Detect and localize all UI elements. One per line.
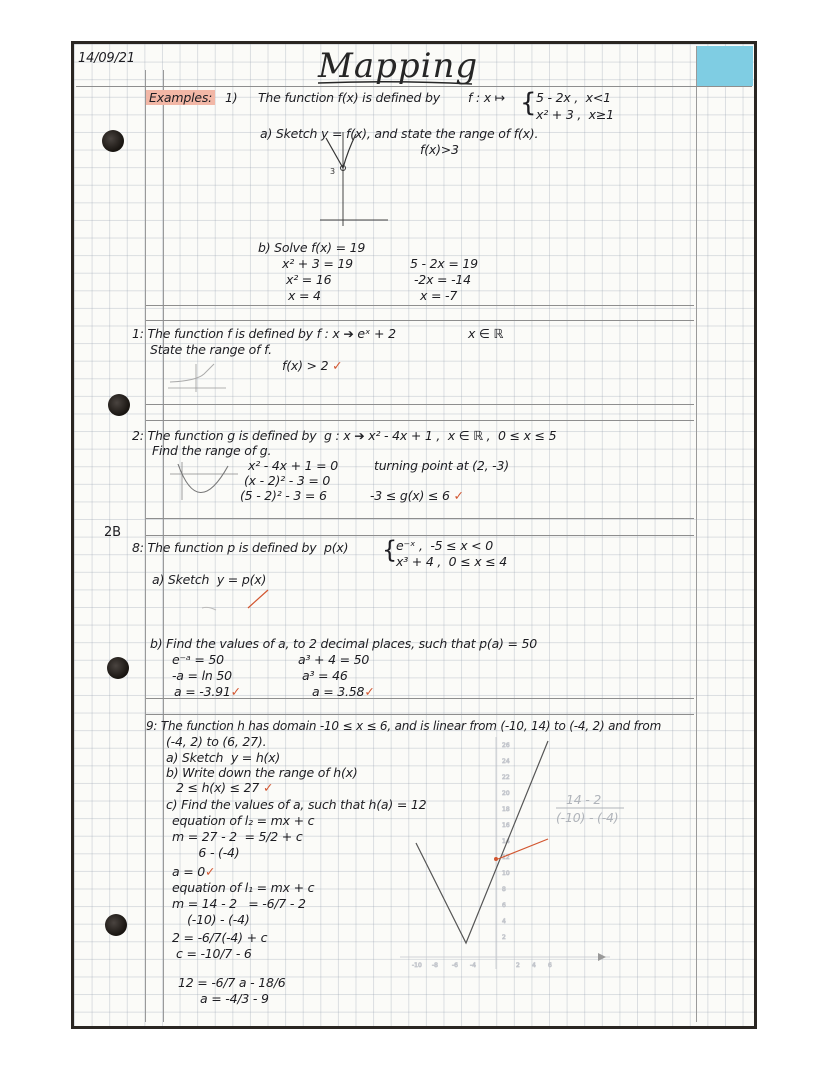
q2-turning-point: turning point at (2, -3) — [374, 458, 509, 473]
brace: { — [382, 536, 398, 564]
tick-mark: ✓ — [205, 864, 216, 879]
svg-text:10: 10 — [502, 870, 510, 877]
section-rule — [146, 320, 694, 321]
q9-part-c: c) Find the values of a, such that h(a) = 12 — [166, 797, 427, 812]
q1-line2: State the range of f. — [150, 342, 272, 357]
svg-text:16: 16 — [502, 822, 510, 829]
q9-line2: (-4, 2) to (6, 27). — [166, 734, 267, 749]
q9-work-3: 6 - (-4) — [172, 845, 240, 860]
section-rule — [146, 714, 694, 715]
date: 14/09/21 — [78, 51, 135, 66]
section-rule — [146, 535, 694, 536]
svg-text:2: 2 — [502, 934, 506, 941]
sketch-q9 — [398, 735, 613, 975]
q2-work-1: x² - 4x + 1 = 0 — [248, 458, 338, 473]
q2-answer: -3 ≤ g(x) ≤ 6 ✓ — [370, 488, 464, 503]
example-work-right-2: -2x = -14 — [414, 272, 471, 287]
svg-text:3: 3 — [330, 167, 336, 176]
q8-work-left-2: -a = ln 50 — [172, 668, 232, 683]
brace: { — [520, 88, 537, 118]
q9-side-calc-2: (-10) - (-4) — [556, 810, 619, 825]
q9-part-b: b) Write down the range of h(x) — [166, 765, 358, 780]
example-defn-piece1: 5 - 2x , x<1 — [536, 90, 611, 105]
q2-work-3: (5 - 2)² - 3 = 6 — [240, 488, 327, 503]
page-title: Mapping — [318, 46, 479, 86]
example-number: 1) — [225, 90, 238, 105]
example-work-left-2: x² = 16 — [286, 272, 332, 287]
svg-text:14: 14 — [502, 838, 510, 845]
svg-text:26: 26 — [502, 742, 510, 749]
punch-hole — [107, 657, 129, 679]
svg-text:18: 18 — [502, 806, 510, 813]
q2-line2: Find the range of g. — [152, 443, 272, 458]
q9-work-11: a = -4/3 - 9 — [200, 991, 269, 1006]
punch-hole — [102, 130, 124, 152]
tick-mark: ✓ — [364, 684, 375, 699]
section-rule — [146, 518, 694, 519]
q8-line1: 8: The function p is defined by p(x) — [132, 540, 349, 555]
svg-text:8: 8 — [502, 886, 506, 893]
q9-work-10: 12 = -6/7 a - 18/6 — [178, 975, 286, 990]
q8-work-right-1: a³ + 4 = 50 — [298, 652, 370, 667]
tick-mark: ✓ — [262, 780, 274, 795]
q9-part-a: a) Sketch y = h(x) — [166, 750, 281, 765]
title-underline — [316, 80, 476, 86]
svg-text:6: 6 — [502, 902, 506, 909]
q8-work-left-1: e⁻ᵃ = 50 — [172, 652, 224, 667]
q8-piece1: e⁻ˣ , -5 ≤ x < 0 — [396, 538, 493, 553]
margin-note: 2B — [104, 525, 121, 540]
q8-work-right-3: a = 3.58✓ — [312, 684, 375, 699]
q9-work-2: m = 27 - 2 = 5/2 + c — [172, 829, 303, 844]
example-defn-piece2: x² + 3 , x≥1 — [536, 107, 614, 122]
section-rule — [146, 420, 694, 421]
svg-text:4: 4 — [532, 962, 536, 969]
example-work-right-1: 5 - 2x = 19 — [410, 256, 478, 271]
svg-text:22: 22 — [502, 774, 510, 781]
examples-label: Examples: — [146, 90, 215, 107]
q9-work-1: equation of l₂ = mx + c — [172, 813, 315, 828]
q1-answer: f(x) > 2 ✓ — [282, 358, 343, 373]
q8-part-a: a) Sketch y = p(x) — [152, 572, 267, 587]
sketch-q1 — [166, 362, 228, 394]
example-intro: The function f(x) is defined by — [258, 90, 440, 105]
svg-text:4: 4 — [502, 918, 506, 925]
svg-text:2: 2 — [516, 962, 520, 969]
section-rule — [146, 305, 694, 306]
example-part-b: b) Solve f(x) = 19 — [258, 240, 366, 255]
punch-hole — [105, 914, 127, 936]
q8-piece2: x³ + 4 , 0 ≤ x ≤ 4 — [396, 554, 508, 569]
q1-line1: 1: The function f is defined by f : x ➔ eˣ + 2 — [132, 326, 396, 341]
example-work-left-3: x = 4 — [288, 288, 321, 303]
sketch-example-1 — [318, 130, 390, 236]
example-defn-map: f : x ↦ — [468, 90, 506, 105]
example-work-left-1: x² + 3 = 19 — [282, 256, 353, 271]
svg-text:-8: -8 — [432, 962, 438, 969]
svg-text:6: 6 — [548, 962, 552, 969]
margin-line-right — [696, 46, 697, 1022]
svg-text:-4: -4 — [470, 962, 476, 969]
tick-mark: ✓ — [332, 358, 343, 373]
q8-work-left-3: a = -3.91✓ — [174, 684, 241, 699]
q9-work-9: c = -10/7 - 6 — [176, 946, 252, 961]
q9-work-8: 2 = -6/7(-4) + c — [172, 930, 268, 945]
q9-work-7: (-10) - (-4) — [172, 912, 250, 927]
q9-side-calc: 14 - 2 — [566, 792, 602, 807]
q1-domain: x ∈ ℝ — [468, 326, 504, 341]
q2-work-2: (x - 2)² - 3 = 0 — [244, 473, 331, 488]
q8-part-b: b) Find the values of a, to 2 decimal places, such that p(a) = 50 — [150, 636, 538, 651]
example-range-answer: f(x)>3 — [420, 142, 459, 157]
svg-text:20: 20 — [502, 790, 510, 797]
svg-text:12: 12 — [502, 854, 510, 861]
example-part-a: a) Sketch y = f(x), and state the range of f(x). — [260, 126, 539, 141]
tick-mark: ✓ — [230, 684, 241, 699]
sketch-q8 — [196, 588, 276, 618]
q9-range: 2 ≤ h(x) ≤ 27 ✓ — [176, 780, 274, 795]
q9-work-4: a = 0✓ — [172, 864, 216, 879]
example-work-right-3: x = -7 — [420, 288, 458, 303]
q9-work-6: m = 14 - 2 = -6/7 - 2 — [172, 896, 306, 911]
svg-text:24: 24 — [502, 758, 510, 765]
svg-text:-6: -6 — [452, 962, 458, 969]
sketch-q2 — [168, 460, 240, 504]
q9-work-5: equation of l₁ = mx + c — [172, 880, 315, 895]
q8-work-right-2: a³ = 46 — [302, 668, 348, 683]
section-rule — [146, 404, 694, 405]
q9-line1: 9: The function h has domain -10 ≤ x ≤ 6, and is linear from (-10, 14) to (-4, 2) and from — [146, 719, 662, 733]
q2-line1: 2: The function g is defined by g : x ➔ x² - 4x + 1 , x ∈ ℝ , 0 ≤ x ≤ 5 — [132, 428, 557, 443]
page-tab-marker — [697, 46, 753, 86]
svg-text:-10: -10 — [412, 962, 422, 969]
tick-mark: ✓ — [453, 488, 464, 503]
punch-hole — [108, 394, 130, 416]
